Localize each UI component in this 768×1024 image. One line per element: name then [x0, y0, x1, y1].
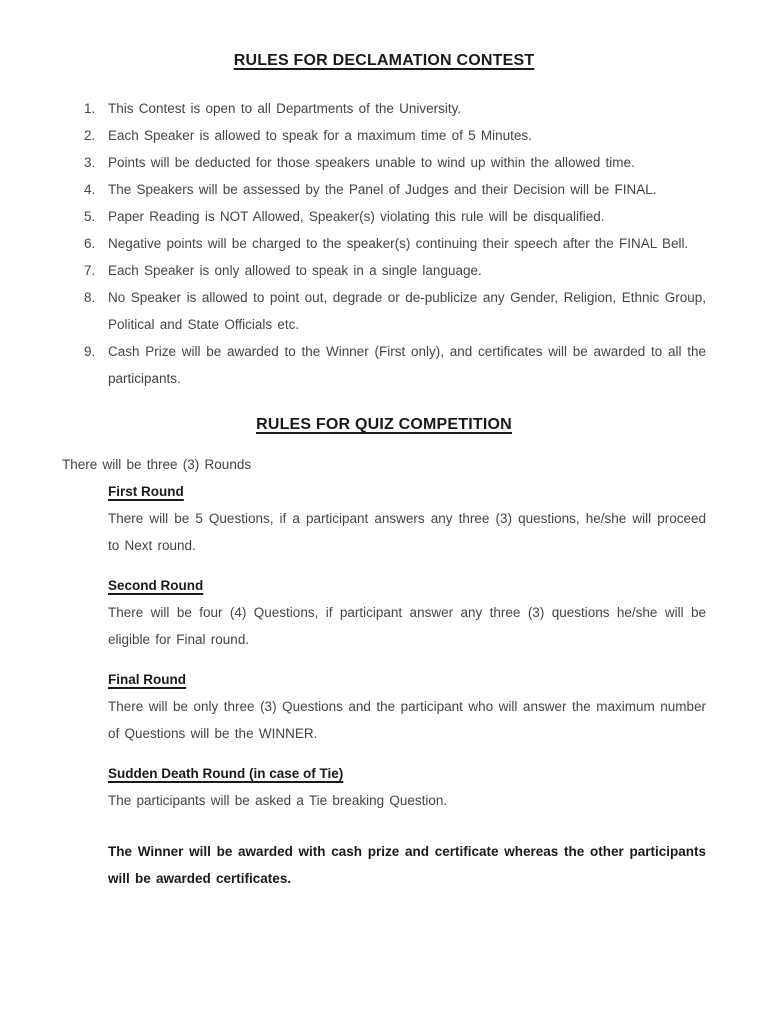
- rule-item-2: [62, 122, 706, 149]
- rule-text: Negative points will be charged to the speaker(s) continuing their speech after the FINAL Bell.: [108, 236, 689, 251]
- rule-number: 4.: [84, 182, 96, 197]
- quiz-intro: There will be three (3) Rounds: [62, 457, 252, 472]
- rule-text: The Speakers will be assessed by the Panel of Judges and their Decision will be FINAL.: [108, 182, 657, 197]
- rule-number: 5.: [84, 209, 96, 224]
- round-second: [62, 572, 706, 653]
- declamation-title: RULES FOR DECLAMATION CONTEST: [233, 52, 535, 69]
- round-final: [62, 666, 706, 747]
- rule-text: Each Speaker is allowed to speak for a maximum time of 5 Minutes.: [108, 128, 532, 143]
- rule-number: 2.: [84, 128, 96, 143]
- rule-number: 6.: [84, 236, 96, 251]
- rule-item-7: [62, 257, 706, 284]
- round-first: [62, 478, 706, 559]
- rule-item-8: [62, 284, 706, 338]
- rule-text: This Contest is open to all Departments of the University.: [108, 101, 462, 116]
- rule-item-5: [62, 203, 706, 230]
- rule-text: No Speaker is allowed to point out, degrade or de-publicize any Gender, Religion, Ethnic Group, Political and State Officials etc.: [108, 290, 706, 332]
- rule-text: Points will be deducted for those speakers unable to wind up within the allowed time.: [108, 155, 635, 170]
- round-sudden-death: [62, 760, 706, 814]
- rule-item-1: [62, 95, 706, 122]
- rule-item-4: [62, 176, 706, 203]
- rule-number: 7.: [84, 263, 96, 278]
- rule-item-9: [62, 338, 706, 392]
- rule-number: 9.: [84, 344, 96, 359]
- rule-number: 3.: [84, 155, 96, 170]
- rule-text: Paper Reading is NOT Allowed, Speaker(s) violating this rule will be disqualified.: [108, 209, 605, 224]
- quiz-title: RULES FOR QUIZ COMPETITION: [256, 416, 512, 433]
- rule-text: Cash Prize will be awarded to the Winner (First only), and certificates will be awarded to all the participants.: [108, 344, 706, 386]
- round-heading: Sudden Death Round (in case of Tie): [108, 766, 344, 781]
- round-body: There will be only three (3) Questions and the participant who will answer the maximum number of Questions will be the WINNER.: [108, 699, 706, 741]
- rule-item-6: [62, 230, 706, 257]
- quiz-rounds: [62, 478, 706, 814]
- winner-note: The Winner will be awarded with cash prize and certificate whereas the other participants will be awarded certificates.: [108, 844, 706, 886]
- round-heading: First Round: [108, 484, 184, 499]
- rule-text: Each Speaker is only allowed to speak in a single language.: [108, 263, 482, 278]
- round-body: The participants will be asked a Tie breaking Question.: [108, 793, 448, 808]
- rule-number: 8.: [84, 290, 96, 305]
- declamation-rules-list: [62, 95, 706, 392]
- round-body: There will be 5 Questions, if a participant answers any three (3) questions, he/she will proceed to Next round.: [108, 511, 706, 553]
- round-heading: Second Round: [108, 578, 204, 593]
- round-body: There will be four (4) Questions, if participant answer any three (3) questions he/she will be eligible for Final round.: [108, 605, 706, 647]
- round-heading: Final Round: [108, 672, 186, 687]
- rule-item-3: [62, 149, 706, 176]
- rule-number: 1.: [84, 101, 96, 116]
